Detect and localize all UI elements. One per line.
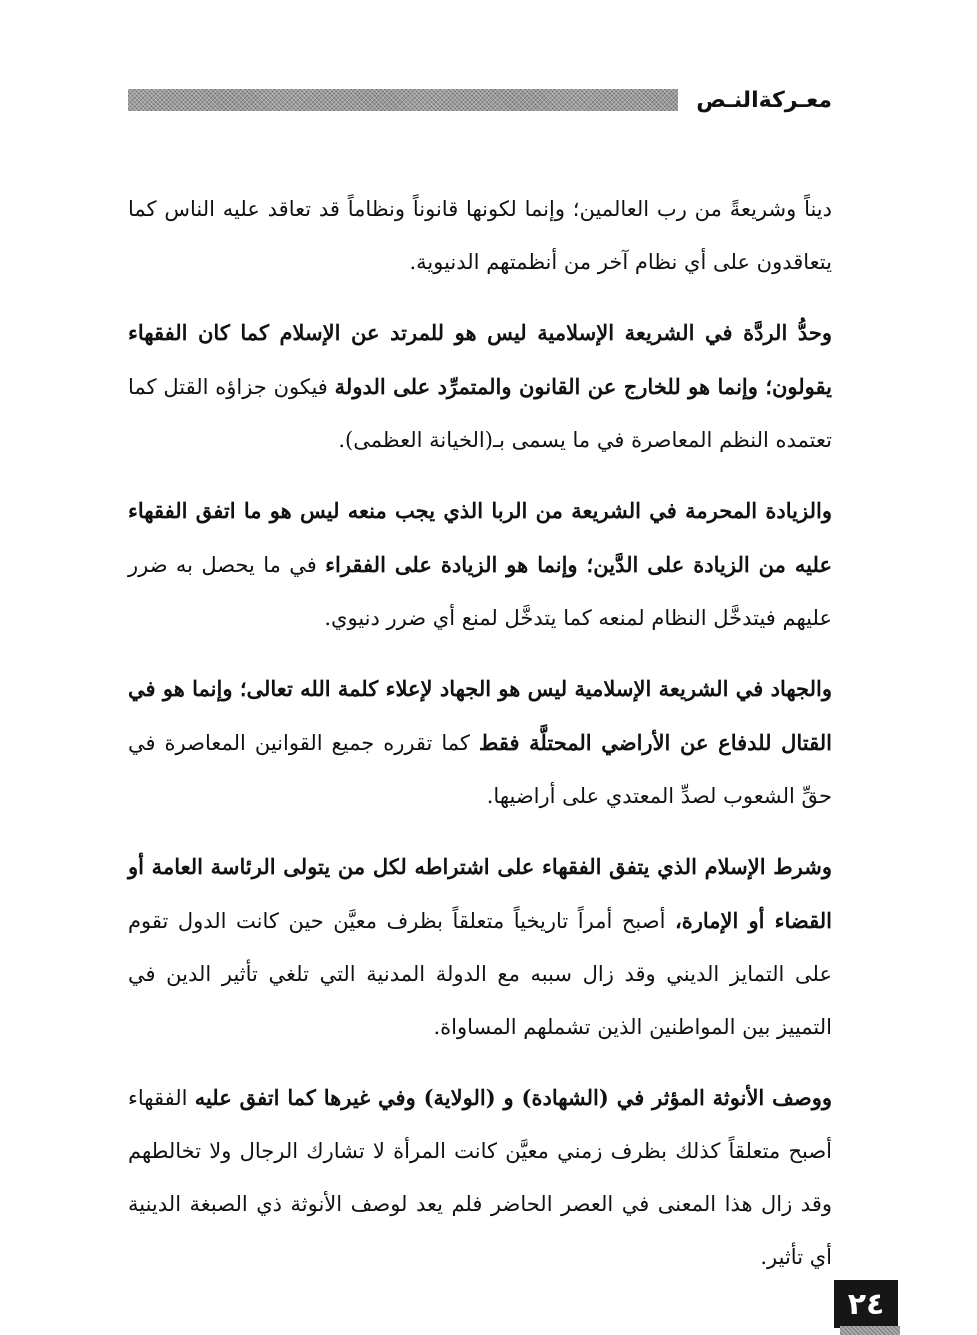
paragraph-bold-lead: وشرط الإسلام الذي يتفق الفقهاء على اشتراطه لكل من يتولى الرئاسة العامة أو القضاء أو الإمارة،	[128, 854, 832, 933]
paragraph	[128, 1071, 832, 1284]
paragraph	[128, 662, 832, 823]
paragraph-text: الفقهاء أصبح متعلقاً كذلك بظرف زمني معيَّن كانت المرأة لا تشارك الرجال ولا تخالطهم وقد زال هذا المعنى في العصر الحاضر فلم يعد لوصف الأنوثة ذي الصبغة الدينية أي تأثير.	[128, 1086, 832, 1269]
paragraph-bold-lead: وحدُّ الردَّة في الشريعة الإسلامية ليس هو للمرتد عن الإسلام كما كان الفقهاء يقولون؛ وإنما هو للخارج عن القانون والمتمرِّد على الدولة	[128, 320, 832, 399]
page-number: ٢٤	[834, 1280, 898, 1328]
paragraph	[128, 306, 832, 467]
running-header-title: معـركةالنـص	[696, 87, 832, 113]
paragraph	[128, 840, 832, 1054]
paragraph	[128, 484, 832, 645]
paragraph	[128, 182, 832, 289]
paragraph-bold-lead: ووصف الأنوثة المؤثر في (الشهادة) و (الولاية) وفي غيرها كما اتفق عليه	[194, 1085, 833, 1110]
paragraph-text: فيكون جزاؤه القتل كما تعتمده النظم المعاصرة في ما يسمى بـ(الخيانة العظمى).	[128, 375, 832, 452]
paragraph-text: في ما يحصل به ضرر عليهم فيتدخَّل النظام لمنعه كما يتدخَّل لمنع أي ضرر دنيوي.	[128, 553, 832, 630]
paragraph-text: أصبح أمراً تاريخياً متعلقاً بظرف معيَّن حين كانت الدول تقوم على التمايز الديني وقد زال سببه مع الدولة المدنية التي تلغي تأثير الدين في التمييز بين المواطنين الذين تشملهم المساواة.	[128, 909, 832, 1039]
paragraph-bold-lead: والجهاد في الشريعة الإسلامية ليس هو الجهاد لإعلاء كلمة الله تعالى؛ وإنما هو في القتال للدفاع عن الأراضي المحتلَّة فقط	[128, 676, 832, 755]
page-body	[128, 182, 832, 1301]
paragraph-bold-lead: والزيادة المحرمة في الشريعة من الربا الذي يجب منعه ليس هو ما اتفق الفقهاء عليه من الزيادة على الدَّين؛ وإنما هو الزيادة على الفقراء	[128, 498, 832, 577]
paragraph-text: كما تقرره جميع القوانين المعاصرة في حقِّ الشعوب لصدِّ المعتدي على أراضيها.	[128, 731, 832, 808]
header-decorative-band	[128, 89, 678, 111]
running-header	[128, 80, 832, 120]
paragraph-text: ديناً وشريعةً من رب العالمين؛ وإنما لكونها قانوناً ونظاماً قد تعاقد عليه الناس كما يتعاقدون على أي نظام آخر من أنظمتهم الدنيوية.	[128, 197, 832, 274]
page-number-shade	[840, 1326, 900, 1335]
